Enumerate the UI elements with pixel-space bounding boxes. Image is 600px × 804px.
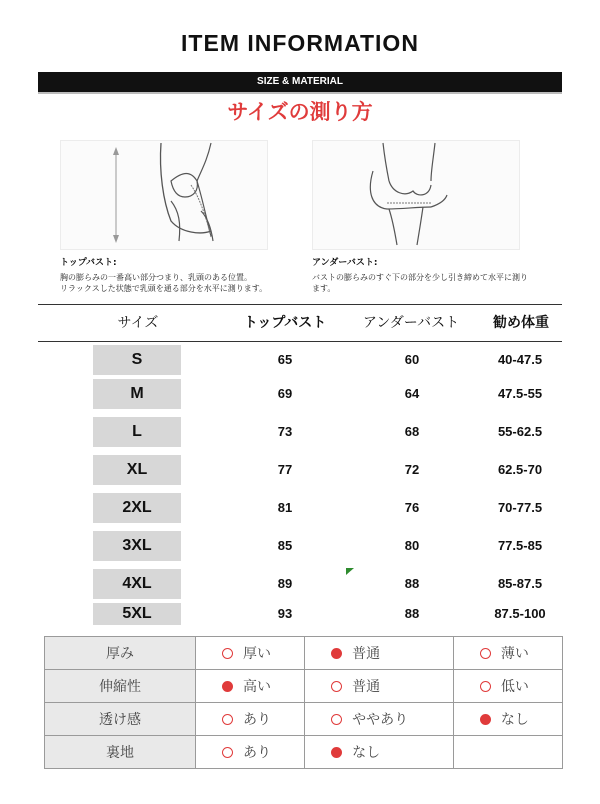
material-row [45, 736, 563, 769]
size-label: XL [93, 455, 181, 485]
section-bar: SIZE & MATERIAL [38, 72, 562, 92]
material-table [44, 636, 563, 769]
selected-dot-icon [331, 648, 342, 659]
unselected-circle-icon [480, 681, 491, 692]
size-label: L [93, 417, 181, 447]
weight-value: 77.5-85 [497, 538, 543, 553]
table-top-rule [38, 304, 562, 305]
header-top-bust: トップバスト [243, 315, 327, 331]
green-mark [346, 568, 356, 578]
top-bust-value: 69 [277, 386, 293, 401]
under-bust-value: 60 [404, 352, 420, 367]
option-text: あり [243, 745, 271, 761]
top-bust-value: 73 [277, 424, 293, 439]
weight-value: 85-87.5 [497, 576, 543, 591]
selected-dot-icon [222, 681, 233, 692]
material-option [196, 703, 305, 736]
under-bust-value: 68 [404, 424, 420, 439]
material-option [453, 670, 562, 703]
material-option [196, 670, 305, 703]
size-label: M [93, 379, 181, 409]
under-bust-desc-2: ます。 [312, 284, 336, 293]
under-bust-value: 64 [404, 386, 420, 401]
material-option [453, 637, 562, 670]
selected-dot-icon [480, 714, 491, 725]
top-bust-value: 89 [277, 576, 293, 591]
top-bust-value: 65 [277, 352, 293, 367]
material-option [305, 736, 454, 769]
unselected-circle-icon [222, 648, 233, 659]
weight-value: 55-62.5 [497, 424, 543, 439]
option-text: 普通 [352, 646, 381, 662]
unselected-circle-icon [480, 648, 491, 659]
under-bust-desc-1: バストの膨らみのすぐ下の部分を少し引き締めて水平に測り [312, 273, 528, 282]
material-label: 透け感 [45, 703, 196, 736]
material-row [45, 670, 563, 703]
option-text: 厚い [243, 646, 271, 662]
under-bust-illustration [312, 140, 520, 250]
table-header-rule [38, 341, 562, 342]
material-label: 裏地 [45, 736, 196, 769]
top-bust-label: トップバスト: [60, 258, 117, 268]
material-option [305, 670, 454, 703]
unselected-circle-icon [331, 714, 342, 725]
option-text: 低い [500, 679, 529, 695]
unselected-circle-icon [222, 747, 233, 758]
top-bust-value: 93 [277, 606, 293, 621]
size-label: 5XL [93, 603, 181, 625]
weight-value: 70-77.5 [497, 500, 543, 515]
top-bust-value: 85 [277, 538, 293, 553]
option-text: 普通 [352, 679, 381, 695]
under-bust-label: アンダーバスト: [312, 258, 378, 268]
unselected-circle-icon [222, 714, 233, 725]
under-bust-value: 72 [404, 462, 420, 477]
material-option [453, 736, 562, 769]
top-bust-desc-2: リラックスした状態で乳頭を通る部分を水平に測ります。 [60, 284, 268, 293]
weight-value: 47.5-55 [497, 386, 543, 401]
material-row [45, 637, 563, 670]
material-label: 伸縮性 [45, 670, 196, 703]
material-option [196, 736, 305, 769]
top-bust-illustration [60, 140, 268, 250]
weight-value: 87.5-100 [494, 606, 546, 621]
size-label: 4XL [93, 569, 181, 599]
under-bust-value: 76 [404, 500, 420, 515]
material-label: 厚み [45, 637, 196, 670]
weight-value: 40-47.5 [497, 352, 543, 367]
option-text: あり [243, 712, 271, 728]
header-size: サイズ [117, 315, 159, 331]
size-label: 2XL [93, 493, 181, 523]
option-text: ややあり [352, 712, 409, 728]
page-title: ITEM INFORMATION [181, 30, 419, 56]
measure-title: サイズの測り方 [227, 100, 373, 124]
under-bust-value: 88 [404, 606, 420, 621]
header-under-bust: アンダーバスト [362, 315, 460, 331]
size-label: S [93, 345, 181, 375]
under-bust-value: 88 [404, 576, 420, 591]
option-text: なし [500, 712, 529, 728]
material-option [305, 703, 454, 736]
section-bar-divider [38, 92, 562, 94]
top-bust-value: 81 [277, 500, 293, 515]
selected-dot-icon [331, 747, 342, 758]
material-option [196, 637, 305, 670]
option-text: なし [352, 745, 381, 761]
option-text: 高い [243, 679, 271, 695]
top-bust-desc-1: 胸の膨らみの一番高い部分つまり、乳頭のある位置。 [60, 273, 252, 282]
material-option [305, 637, 454, 670]
unselected-circle-icon [331, 681, 342, 692]
option-text: 薄い [500, 646, 529, 662]
header-weight: 勧め体重 [493, 315, 549, 331]
weight-value: 62.5-70 [497, 462, 543, 477]
under-bust-value: 80 [404, 538, 420, 553]
size-label: 3XL [93, 531, 181, 561]
material-option [453, 703, 562, 736]
top-bust-value: 77 [277, 462, 293, 477]
material-row [45, 703, 563, 736]
